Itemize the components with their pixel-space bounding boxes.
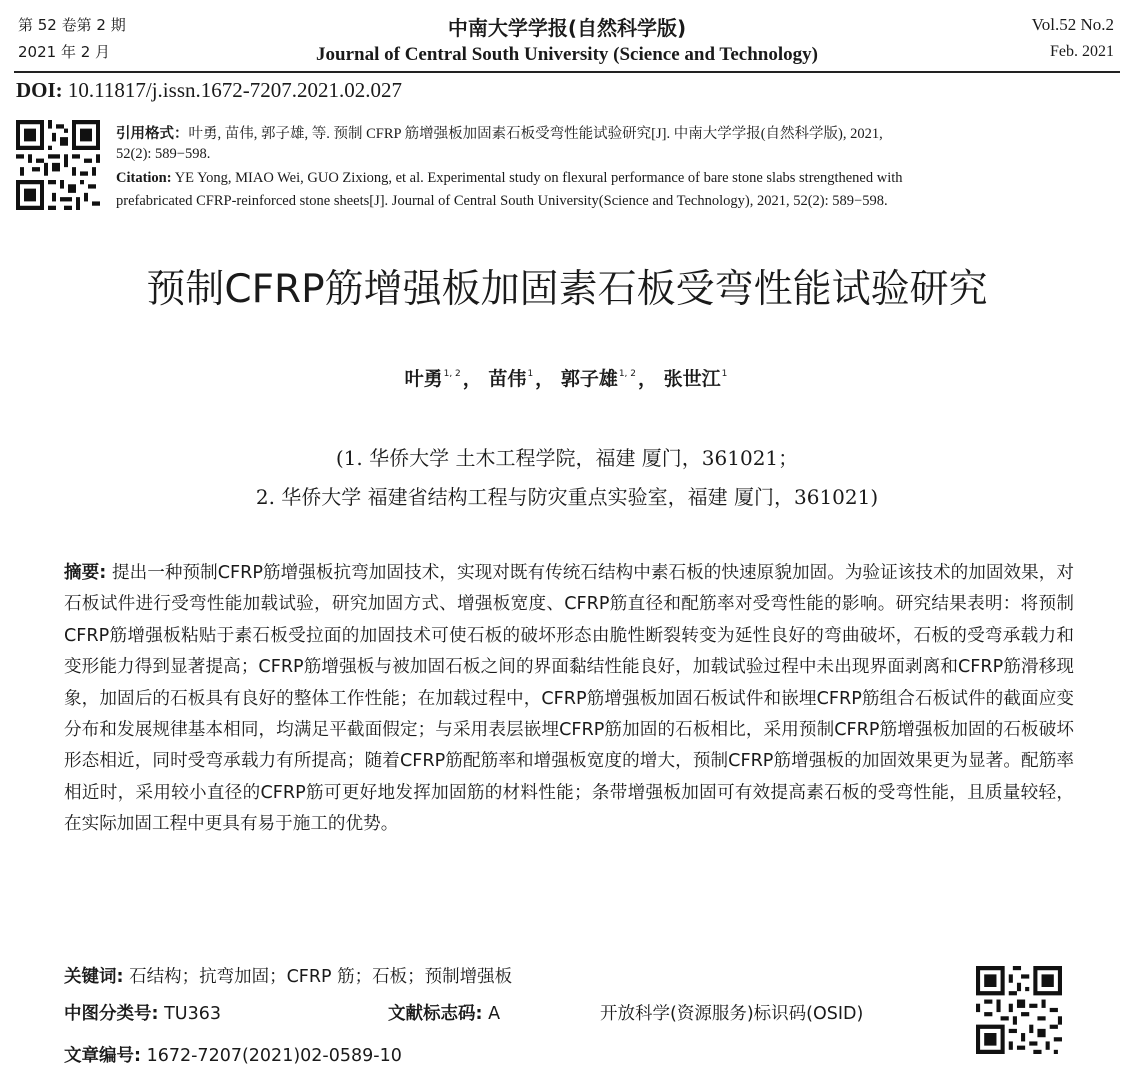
keywords-text: 石结构；抗弯加固；CFRP 筋；石板；预制增强板 (129, 967, 513, 987)
author-name: 郭子雄 (560, 368, 618, 390)
clc-value: TU363 (164, 1004, 221, 1024)
citation-qr-code-icon (16, 120, 100, 210)
clc-number (64, 1000, 221, 1025)
article-number (64, 1042, 402, 1067)
osid-label: 开放科学(资源服务)标识码(OSID) (600, 1004, 864, 1024)
citation-cn-line-2: 52(2): 589−598. (116, 146, 211, 162)
clc-label: 中图分类号: (64, 1004, 159, 1024)
header-rule (14, 71, 1120, 73)
author-separator: ， (638, 368, 658, 390)
author-name: 苗伟 (488, 368, 527, 390)
doi-line[interactable] (16, 78, 402, 103)
doc-code-label: 文献标志码: (388, 1004, 483, 1024)
abstract-label: 摘要: (64, 563, 107, 583)
citation-cn-label: 引用格式： (116, 126, 189, 142)
citation-en-line-2: prefabricated CFRP-reinforced stone sheets[J]. Journal of Central South University(Science and Technology), 2021, 52(2): 589−598. (116, 193, 888, 209)
doi-label: DOI: (16, 78, 63, 102)
paper-title: 预制CFRP筋增强板加固素石板受弯性能试验研究 (146, 267, 988, 312)
osid-qr-code-icon (976, 966, 1062, 1054)
article-no-label: 文章编号: (64, 1046, 141, 1066)
author-affiliation-mark: 1, 2 (443, 369, 461, 379)
citation-cn-text: 叶勇, 苗伟, 郭子雄, 等. 预制 CFRP 筋增强板加固素石板受弯性能试验研究[J]. 中南大学学报(自然科学版), 2021, (188, 126, 883, 142)
citation-en-text: YE Yong, MIAO Wei, GUO Zixiong, et al. Experimental study on flexural performance of bare stone slabs strengthened with (174, 170, 903, 186)
document-code (388, 1000, 500, 1025)
keywords-label: 关键词: (64, 967, 124, 987)
journal-name-cn: 中南大学学报(自然科学版) (447, 16, 687, 40)
date-en: Feb. 2021 (1050, 43, 1114, 60)
volume-issue-en: Vol.52 No.2 (1031, 15, 1114, 34)
abstract-text: 提出一种预制CFRP筋增强板抗弯加固技术，实现对既有传统石结构中素石板的快速原貌加固。为验证该技术的加固效果，对石板试件进行受弯性能加载试验，研究加固方式、增强板宽度、CFRP筋直径和配筋率对受弯性能的影响。研究结果表明：将预制CFRP筋增强板粘贴于素石板受拉面的加固技术可使石板的破坏形态由脆性断裂转变为延性良好的弯曲破坏，石板的受弯承载力和变形能力得到显著提高；CFRP筋增强板与被加固石板之间的界面黏结性能良好，加载试验过程中未出现界面剥离和CFRP筋滑移现象，加固后的石板具有良好的整体工作性能；在加载过程中，CFRP筋增强板加固石板试件和嵌埋CFRP筋组合石板试件的截面应变分布和发展规律基本相同，均满足平截面假定；与采用表层嵌埋CFRP筋加固的石板相比，采用预制CFRP筋增强板加固的石板破坏形态相近，同时受弯承载力有所提高；随着CFRP筋配筋率和增强板宽度的增大，预制CFRP筋增强板的加固效果更为显著。配筋率相近时，采用较小直径的CFRP筋可更好地发挥加固筋的材料性能；条带增强板加固可有效提高素石板的受弯性能，且质量较轻，在实际加固工程中更具有易于施工的优势。 (64, 563, 1075, 835)
keywords (64, 963, 512, 988)
affiliation-2: 2. 华侨大学 福建省结构工程与防灾重点实验室，福建 厦门，361021) (255, 485, 879, 509)
citation-en-label: Citation: (116, 170, 172, 186)
citation-en-line-1 (116, 170, 903, 187)
author-separator: ， (462, 368, 482, 390)
date-cn: 2021 年 2 月 (18, 43, 111, 61)
doc-code-value: A (488, 1004, 501, 1024)
author-affiliation-mark: 1 (527, 369, 534, 379)
author-list (0, 364, 1134, 391)
author-name: 叶勇 (404, 368, 443, 390)
author-separator: ， (535, 368, 555, 390)
author-name: 张世江 (663, 368, 721, 390)
doi-value[interactable]: 10.11817/j.issn.1672-7207.2021.02.027 (67, 78, 402, 102)
author-affiliation-mark: 1, 2 (618, 369, 637, 379)
citation-cn-line-1 (116, 122, 883, 143)
abstract (64, 558, 1074, 841)
affiliation-1: (1. 华侨大学 土木工程学院，福建 厦门，361021； (335, 446, 799, 470)
author-affiliation-mark: 1 (721, 369, 728, 379)
journal-name-en: Journal of Central South University (Science and Technology) (316, 44, 818, 65)
volume-issue-cn: 第 52 卷第 2 期 (18, 16, 126, 34)
article-no-value: 1672-7207(2021)02-0589-10 (146, 1046, 402, 1066)
